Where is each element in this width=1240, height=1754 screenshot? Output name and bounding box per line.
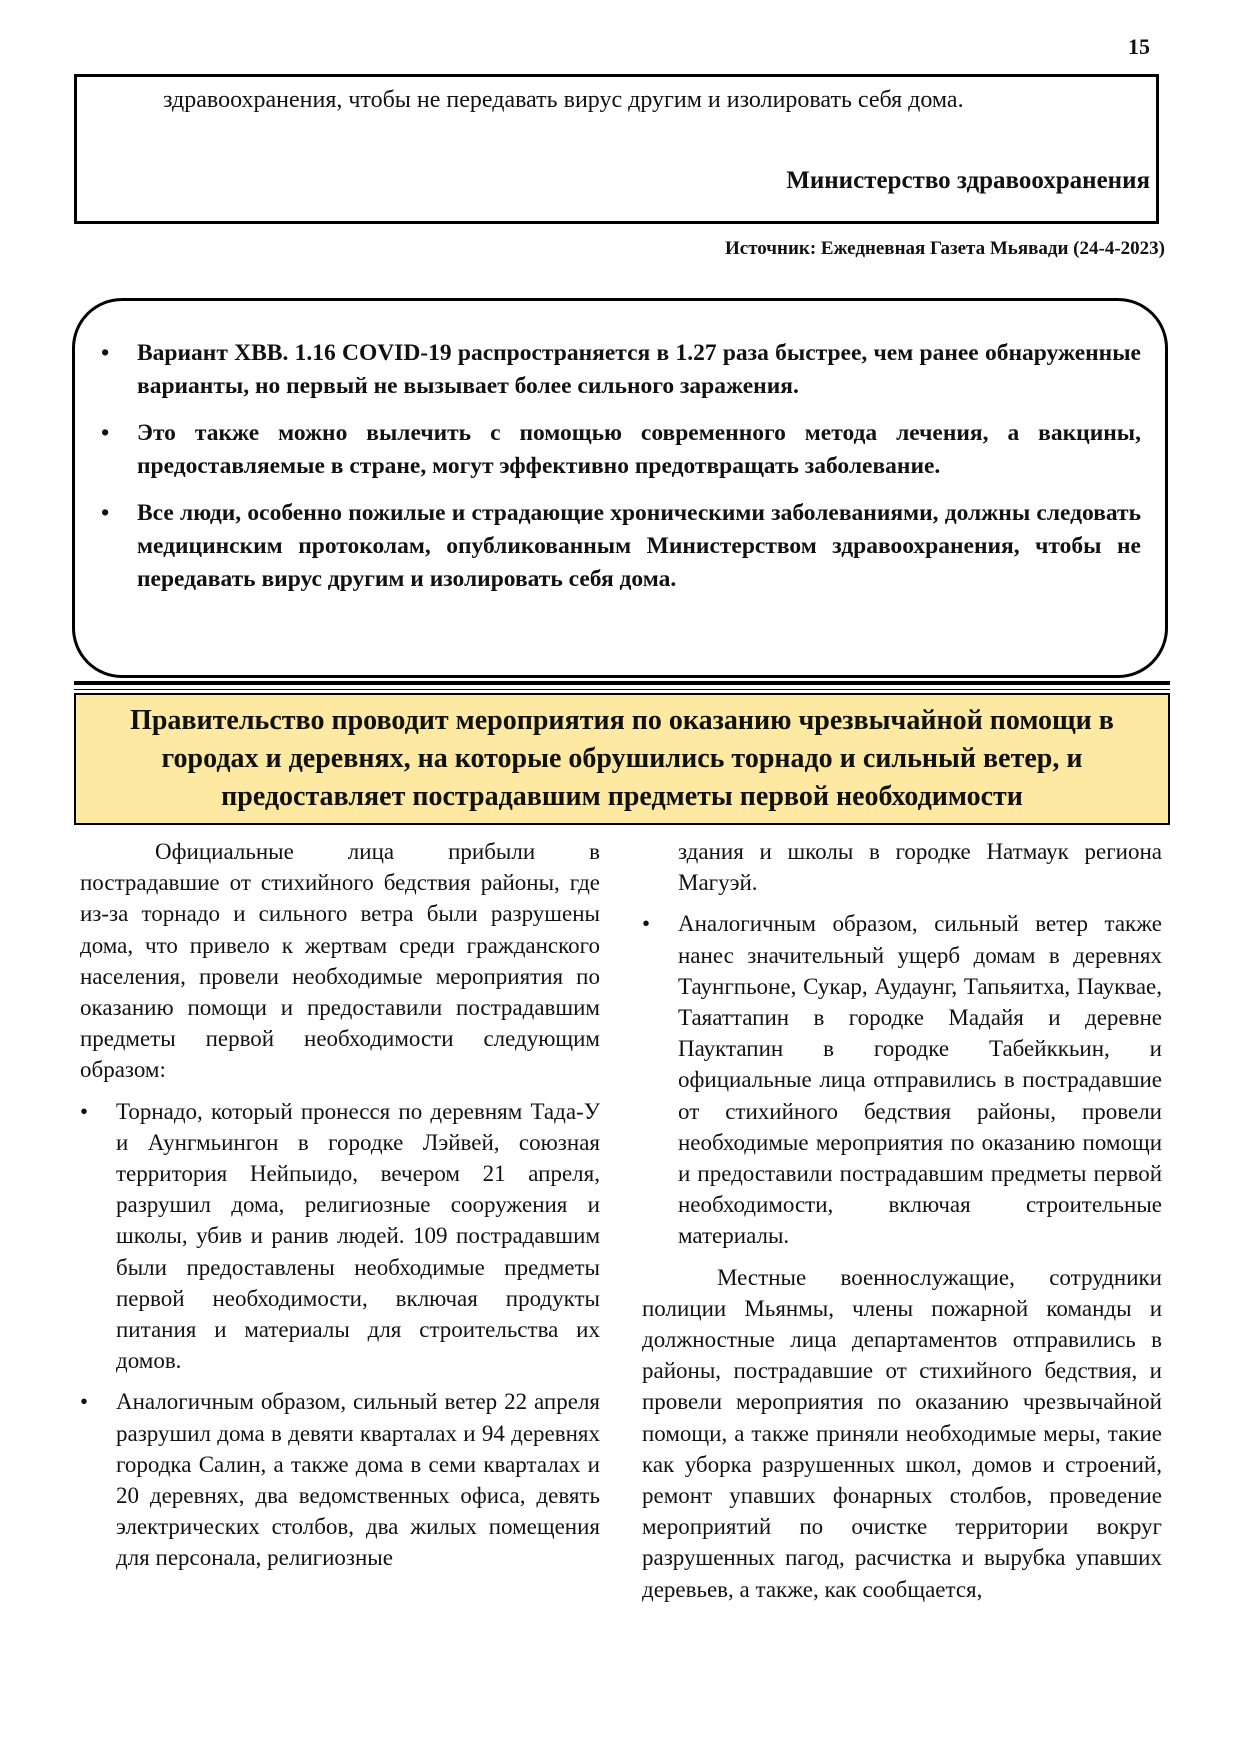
article-list-right [642, 908, 1162, 1251]
article-bullet-text: Торнадо, который пронесся по деревням Тада-У и Аунгмьингон в городке Лэйвей, союзная территория Нейпыидо, вечером 21 апреля, разрушил дома, религиозные сооружения и школы, убив и ранив людей. 109 пострадавшим были предоставлены необходимые предметы первой необходимости, включая продукты питания и материалы для строительства их домов. [116, 1098, 600, 1374]
summary-item [99, 497, 1141, 596]
page-number: 15 [1128, 34, 1150, 59]
article-list-left [80, 1096, 600, 1574]
article-intro: Официальные лица прибыли в пострадавшие от стихийного бедствия районы, где из-за торнадо и сильного ветра были разрушены дома, что привело к жертвам среди гражданского населения, провели необходимые мероприятия по оказанию помощи и предоставили пострадавшим предметы первой необходимости следующим образом: [80, 839, 600, 1083]
article-column-right [642, 836, 1162, 1605]
summary-box [72, 298, 1168, 678]
article-bullet-text: Аналогичным образом, сильный ветер также нанес значительный ущерб домам в деревнях Таунгпьоне, Сукар, Аудаунг, Тапьяитха, Паукваe, Таяаттапин в городке Мадайя и деревне Пауктапин в городке Табейккьин, и официальные лица отправились в пострадавшие от стихийного бедствия районы, провели необходимые мероприятия по оказанию помощи и предоставили пострадавшим предметы первой необходимости, включая строительные материалы. [678, 911, 1162, 1249]
quote-box-signature: Министерство здравоохранения [786, 167, 1150, 194]
summary-item-text: Все люди, особенно пожилые и страдающие хроническими заболеваниями, должны следовать медицинским протоколам, опубликованным Министерством здравоохранения, чтобы не передавать вирус другим и изолировать себя дома. [137, 500, 1141, 592]
article-closing: Местные военнослужащие, сотрудники полиции Мьянмы, члены пожарной команды и должностные лица департаментов отправились в районы, пострадавшие от стихийного бедствия, и провели мероприятия по оказанию чрезвычайной помощи, а также приняли необходимые меры, такие как уборка разрушенных школ, домов и строений, ремонт упавших фонарных столбов, проведение мероприятий по очистке территории вокруг разрушенных пагод, расчистка и вырубка упавших деревьев, а также, как сообщается, [642, 1264, 1162, 1602]
article-bullet [642, 908, 1162, 1251]
article-headline: Правительство проводит мероприятия по оказанию чрезвычайной помощи в городах и деревнях, на которые обрушились торнадо и сильный ветер, и предоставляет пострадавшим предметы первой необходимости [74, 693, 1170, 825]
article-bullet [80, 1386, 600, 1573]
bullet-icon: • [80, 1389, 89, 1415]
article-bullet [80, 1096, 600, 1377]
bullet-icon: • [642, 911, 651, 937]
section-divider [74, 681, 1170, 685]
quote-box [74, 74, 1159, 224]
summary-item-text: Это также можно вылечить с помощью современного метода лечения, а вакцины, предоставляемые в стране, могут эффективно предотвращать заболевание. [137, 420, 1141, 479]
article-bullet-text: Аналогичным образом, сильный ветер 22 апреля разрушил дома в девяти кварталах и 94 деревнях городка Салин, а также дома в семи кварталах и 20 деревнях, два ведомственных офиса, девять электрических столбов, два жилых помещения для персонала, религиозные [116, 1389, 600, 1571]
bullet-icon: • [101, 420, 110, 446]
summary-list [99, 337, 1141, 610]
article-bullet-continuation: здания и школы в городке Натмаук региона Магуэй. [678, 839, 1162, 896]
quote-box-text: здравоохранения, чтобы не передавать вирус другим и изолировать себя дома. [163, 87, 964, 113]
section-divider-thin [74, 689, 1170, 690]
bullet-icon: • [101, 340, 110, 366]
summary-item [99, 337, 1141, 403]
summary-item-text: Вариант ХВВ. 1.16 COVID-19 распространяется в 1.27 раза быстрее, чем ранее обнаруженные варианты, но первый не вызывает более сильного заражения. [137, 340, 1141, 399]
source-citation: Источник: Ежедневная Газета Мьявади (24-4-2023) [725, 238, 1165, 259]
summary-item [99, 417, 1141, 483]
bullet-icon: • [80, 1098, 89, 1124]
article-column-left [80, 836, 600, 1574]
bullet-icon: • [101, 500, 110, 526]
